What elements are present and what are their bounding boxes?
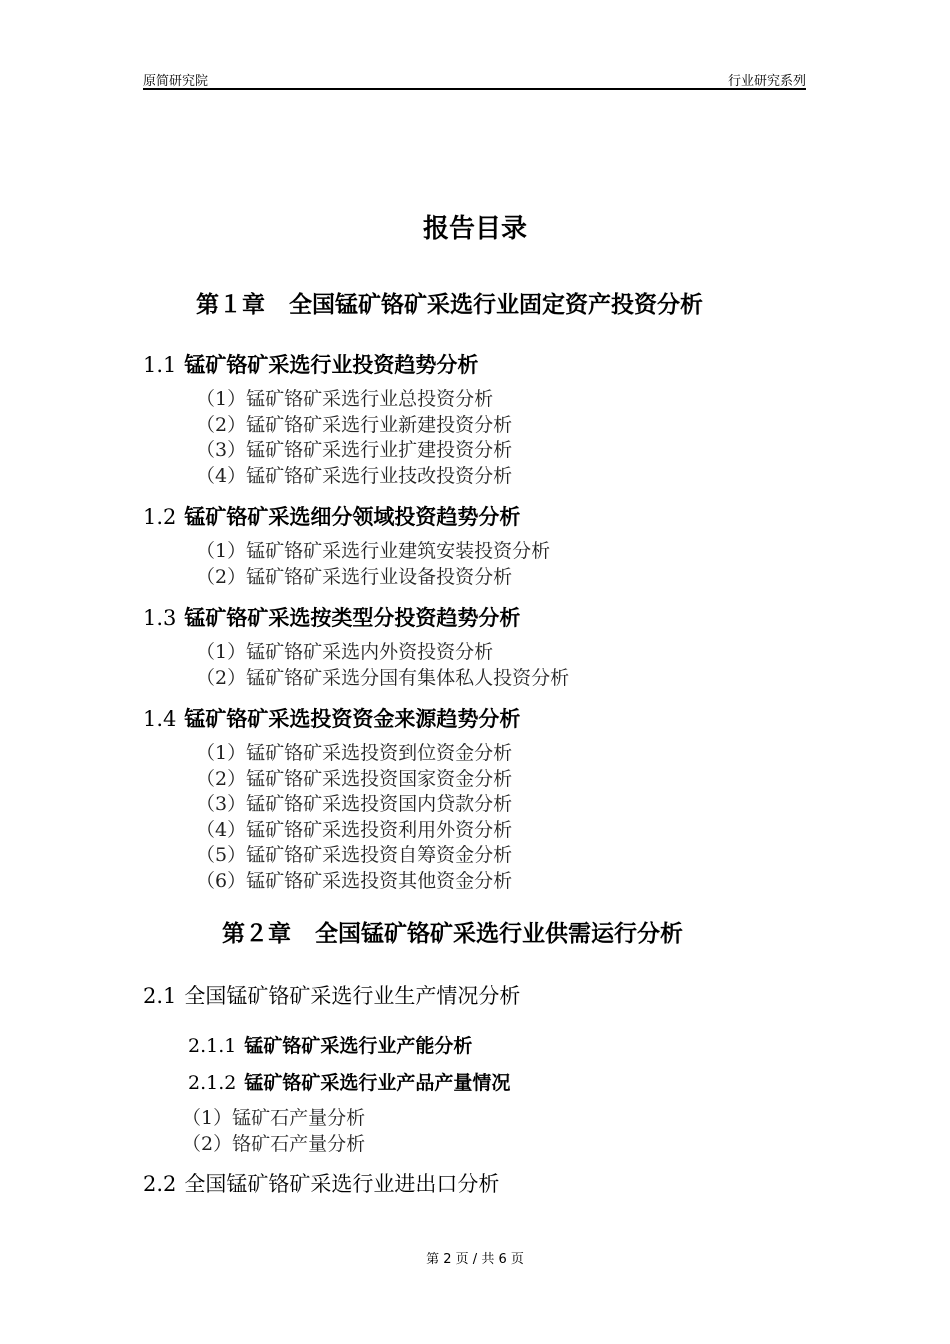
chapter-2-num: 第２章: [222, 921, 291, 947]
header-series: 行业研究系列: [727, 74, 806, 89]
toc-item: （2）锰矿铬矿采选投资国家资金分析: [196, 767, 513, 790]
section-1-1-items: [196, 387, 512, 489]
section-2-1: 2.1 全国锰矿铬矿采选行业生产情况分析: [143, 984, 521, 1008]
section-1-4: 1.4 锰矿铬矿采选投资资金来源趋势分析: [143, 707, 521, 731]
subsection-2-1-1: 2.1.1 锰矿铬矿采选行业产能分析: [188, 1035, 473, 1057]
toc-item: （3）锰矿铬矿采选投资国内贷款分析: [196, 793, 513, 815]
toc-item: （5）锰矿铬矿采选投资自筹资金分析: [196, 844, 513, 866]
page-header: [143, 70, 806, 90]
section-1-4-items: [196, 741, 512, 894]
chapter-1-heading: [196, 286, 703, 319]
toc-item: （1）锰矿铬矿采选行业总投资分析: [196, 388, 494, 410]
section-1-2-items: [196, 539, 550, 590]
section-2-2: 2.2 全国锰矿铬矿采选行业进出口分析: [143, 1172, 500, 1196]
toc-item: （3）锰矿铬矿采选行业扩建投资分析: [196, 439, 513, 461]
toc-item: （1）锰矿铬矿采选内外资投资分析: [196, 641, 494, 663]
chapter-2-title: 全国锰矿铬矿采选行业供需运行分析: [315, 921, 684, 947]
toc-item: （1）锰矿石产量分析: [182, 1107, 366, 1129]
section-1-3-items: [196, 640, 569, 691]
chapter-1-title: 全国锰矿铬矿采选行业固定资产投资分析: [289, 292, 704, 318]
toc-item: （1）锰矿铬矿采选行业建筑安装投资分析: [196, 540, 551, 562]
section-1-1: 1.1 锰矿铬矿采选行业投资趋势分析: [143, 353, 479, 377]
section-1-2: 1.2 锰矿铬矿采选细分领域投资趋势分析: [143, 505, 521, 529]
toc-item: （6）锰矿铬矿采选投资其他资金分析: [196, 869, 513, 892]
toc-item: （4）锰矿铬矿采选行业技改投资分析: [196, 464, 513, 487]
toc-item: （2）锰矿铬矿采选行业新建投资分析: [196, 413, 513, 436]
page-title: 报告目录: [422, 214, 527, 244]
header-org: 原简研究院: [143, 74, 209, 89]
toc-item: （4）锰矿铬矿采选投资利用外资分析: [196, 818, 513, 841]
page-footer: 第 2 页 / 共 6 页: [426, 1252, 524, 1267]
chapter-2-heading: [222, 915, 683, 948]
subsection-2-1-2-items: [182, 1106, 365, 1157]
chapter-1-num: 第１章: [196, 292, 265, 318]
toc-item: （2）锰矿铬矿采选分国有集体私人投资分析: [196, 666, 570, 689]
toc-item: （1）锰矿铬矿采选投资到位资金分析: [196, 742, 513, 764]
toc-item: （2）锰矿铬矿采选行业设备投资分析: [196, 565, 513, 588]
section-1-3: 1.3 锰矿铬矿采选按类型分投资趋势分析: [143, 606, 521, 630]
subsection-2-1-2: 2.1.2 锰矿铬矿采选行业产品产量情况: [188, 1072, 511, 1094]
toc-item: （2）铬矿石产量分析: [182, 1132, 366, 1155]
